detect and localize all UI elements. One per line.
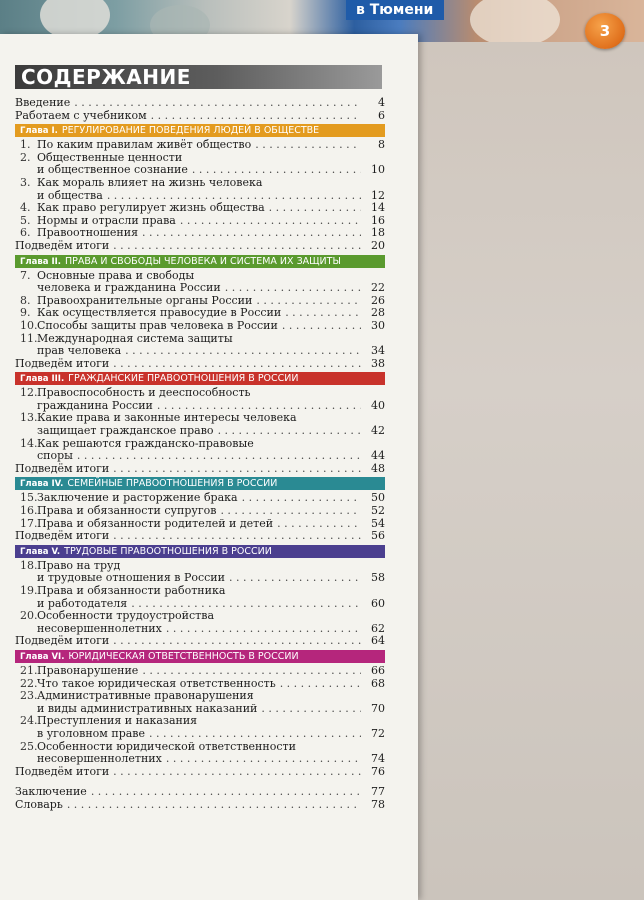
chapter-header	[15, 650, 385, 663]
toc-entry	[15, 202, 385, 215]
toc-leader-dots	[220, 505, 361, 518]
toc-entry-page: 60	[371, 596, 385, 610]
toc-entry-title: защищает гражданское право	[37, 424, 214, 438]
toc-entry-number: 18.	[20, 558, 38, 572]
toc-leader-dots	[282, 320, 361, 333]
toc-entry-page: 64	[371, 634, 385, 648]
chapter-header	[15, 477, 385, 490]
toc-entry-number: 16.	[20, 504, 38, 518]
toc-leader-dots	[113, 635, 361, 648]
toc-entry-title: Преступления и наказания	[37, 714, 198, 728]
toc-entry-page: 26	[371, 293, 385, 307]
photo-detail	[470, 0, 560, 42]
toc-leader-dots	[255, 139, 361, 152]
toc-leader-dots	[113, 240, 361, 253]
toc-entry-title: Как право регулирует жизнь общества	[37, 201, 265, 215]
toc-leader-dots	[113, 766, 361, 779]
table-of-contents	[15, 97, 385, 812]
toc-entry-number: 6.	[20, 226, 31, 240]
page-background	[418, 42, 644, 900]
toc-entry-title: Международная система защиты	[37, 331, 233, 345]
toc-leader-dots	[91, 786, 361, 799]
toc-entry-page: 58	[371, 571, 385, 585]
toc-entry-page: 70	[371, 701, 385, 715]
toc-entry-title: По каким правилам живёт общество	[37, 138, 252, 152]
toc-entry-page: 8	[378, 138, 385, 152]
chapter-label: Глава VI.	[20, 651, 65, 662]
toc-entry-page: 30	[371, 318, 385, 332]
toc-entry-title: прав человека	[37, 344, 122, 358]
toc-entry-title: споры	[37, 449, 73, 463]
toc-entry-page: 56	[371, 529, 385, 543]
toc-entry-title: человека и гражданина России	[37, 281, 221, 295]
chapter-title: СЕМЕЙНЫЕ ПРАВООТНОШЕНИЯ В РОССИИ	[67, 478, 278, 490]
toc-entry-number: 9.	[20, 306, 31, 320]
chapter-label: Глава IV.	[20, 479, 64, 490]
chapter-header	[15, 124, 385, 137]
toc-entry-title: Право на труд	[37, 558, 121, 572]
toc-entry-number: 3.	[20, 175, 31, 189]
page-title	[15, 65, 382, 89]
toc-entry	[15, 728, 385, 741]
toc-entry	[15, 463, 385, 476]
chapter-title: ПРАВА И СВОБОДЫ ЧЕЛОВЕКА И СИСТЕМА ИХ ЗАЩИТЫ	[65, 255, 341, 267]
toc-leader-dots	[277, 518, 361, 531]
toc-entry	[15, 240, 385, 253]
toc-leader-dots	[67, 799, 361, 812]
toc-entry-number: 24.	[20, 714, 38, 728]
toc-entry-title: Как осуществляется правосудие в России	[37, 306, 282, 320]
toc-entry-page: 40	[371, 398, 385, 412]
toc-entry	[15, 610, 385, 623]
toc-entry-page: 34	[371, 344, 385, 358]
toc-entry	[15, 450, 385, 463]
toc-leader-dots	[242, 492, 361, 505]
toc-entry	[15, 585, 385, 598]
toc-leader-dots	[149, 728, 361, 741]
toc-entry-page: 22	[371, 281, 385, 295]
toc-entry-title: Особенности юридической ответственности	[37, 739, 296, 753]
toc-entry	[15, 766, 385, 779]
toc-leader-dots	[166, 753, 361, 766]
toc-entry	[15, 177, 385, 190]
chapter-header	[15, 255, 385, 268]
toc-entry-page: 72	[371, 726, 385, 740]
toc-entry-title: Заключение и расторжение брака	[37, 491, 238, 505]
toc-entry-title: Общественные ценности	[37, 150, 183, 164]
toc-entry-page: 38	[371, 356, 385, 370]
toc-entry-title: Правоохранительные органы России	[37, 293, 253, 307]
toc-entry-title: Права и обязанности работника	[37, 584, 226, 597]
toc-entry-page: 77	[371, 785, 385, 799]
toc-entry	[15, 690, 385, 703]
toc-entry-title: Правоспособность и дееспособность	[37, 386, 251, 400]
toc-entry	[15, 97, 385, 110]
toc-entry-title: несовершеннолетних	[37, 752, 162, 766]
toc-entry-number: 5.	[20, 213, 31, 227]
chapter-label: Глава V.	[20, 546, 61, 557]
toc-entry-page: 28	[371, 306, 385, 320]
toc-entry-number: 7.	[20, 268, 31, 282]
toc-entry-number: 21.	[20, 663, 38, 677]
toc-entry-page: 4	[378, 96, 385, 109]
toc-entry-title: и работодателя	[37, 596, 128, 610]
toc-entry-page: 54	[371, 516, 385, 530]
chapter-title: ТРУДОВЫЕ ПРАВООТНОШЕНИЯ В РОССИИ	[64, 545, 272, 557]
page-number-badge: 3	[585, 13, 625, 49]
toc-entry	[15, 282, 385, 295]
toc-entry-page: 74	[371, 752, 385, 766]
toc-entry-title: Основные права и свободы	[37, 268, 195, 282]
toc-entry-title: Подведём итоги	[15, 634, 110, 648]
toc-entry-title: Способы защиты прав человека в России	[37, 318, 278, 332]
toc-entry-number: 25.	[20, 739, 38, 753]
toc-entry-title: Подведём итоги	[15, 461, 110, 475]
toc-entry	[15, 799, 385, 812]
toc-leader-dots	[113, 463, 361, 476]
toc-entry	[15, 665, 385, 678]
toc-entry-title: Административные правонарушения	[37, 689, 254, 703]
toc-entry-page: 66	[371, 663, 385, 677]
toc-entry-number: 10.	[20, 318, 38, 332]
toc-entry-title: Подведём итоги	[15, 238, 110, 252]
toc-entry-title: Подведём итоги	[15, 356, 110, 370]
toc-entry-title: Особенности трудоустройства	[37, 609, 214, 623]
toc-entry-number: 17.	[20, 516, 38, 530]
page-title-text: СОДЕРЖАНИЕ	[21, 65, 191, 89]
toc-entry-page: 76	[371, 764, 385, 778]
toc-entry-title: Заключение	[15, 785, 87, 799]
toc-leader-dots	[225, 282, 361, 295]
chapter-label: Глава II.	[20, 256, 62, 267]
toc-entry-title: Нормы и отрасли права	[37, 213, 176, 227]
toc-entry	[15, 505, 385, 518]
toc-entry-title: Введение	[15, 96, 71, 109]
toc-entry-title: Права и обязанности супругов	[37, 504, 217, 518]
toc-entry-page: 10	[371, 163, 385, 177]
toc-entry-number: 12.	[20, 386, 38, 400]
toc-entry-title: в уголовном праве	[37, 726, 145, 740]
toc-entry	[15, 753, 385, 766]
toc-entry-page: 68	[371, 676, 385, 690]
toc-leader-dots	[166, 623, 361, 636]
chapter-title: ЮРИДИЧЕСКАЯ ОТВЕТСТВЕННОСТЬ В РОССИИ	[68, 650, 299, 662]
toc-entry	[15, 387, 385, 400]
toc-entry-title: Подведём итоги	[15, 764, 110, 778]
toc-entry-page: 48	[371, 461, 385, 475]
chapter-header	[15, 372, 385, 385]
toc-entry-number: 13.	[20, 411, 38, 425]
toc-leader-dots	[142, 665, 361, 678]
toc-entry	[15, 110, 385, 123]
toc-leader-dots	[77, 450, 361, 463]
toc-entry-title: Подведём итоги	[15, 529, 110, 543]
toc-entry-title: Какие права и законные интересы человека	[37, 411, 297, 425]
toc-entry-title: Правонарушение	[37, 663, 139, 677]
toc-entry	[15, 139, 385, 152]
toc-leader-dots	[125, 345, 361, 358]
toc-leader-dots	[218, 425, 361, 438]
toc-entry-number: 1.	[20, 138, 31, 152]
toc-entry-title: Что такое юридическая ответственность	[37, 676, 276, 690]
toc-entry	[15, 320, 385, 333]
toc-entry-page: 78	[371, 797, 385, 811]
toc-entry-number: 15.	[20, 491, 38, 505]
toc-leader-dots	[113, 358, 361, 371]
toc-entry-title: несовершеннолетних	[37, 621, 162, 635]
chapter-header	[15, 545, 385, 558]
toc-entry	[15, 358, 385, 371]
toc-entry-title: Как мораль влияет на жизнь человека	[37, 175, 263, 189]
toc-entry	[15, 425, 385, 438]
toc-leader-dots	[269, 202, 361, 215]
toc-leader-dots	[74, 97, 361, 110]
toc-entry-page: 52	[371, 504, 385, 518]
toc-entry-number: 19.	[20, 584, 38, 597]
toc-entry-page: 12	[371, 188, 385, 202]
toc-leader-dots	[142, 227, 361, 240]
toc-leader-dots	[280, 678, 361, 691]
toc-entry-page: 50	[371, 491, 385, 505]
toc-entry-title: Права и обязанности родителей и детей	[37, 516, 274, 530]
toc-entry-number: 4.	[20, 201, 31, 215]
toc-entry-number: 11.	[20, 331, 38, 345]
toc-entry-page: 20	[371, 238, 385, 252]
contents-sheet	[0, 34, 418, 900]
toc-entry-number: 2.	[20, 150, 31, 164]
toc-entry-number: 22.	[20, 676, 38, 690]
toc-entry-page: 18	[371, 226, 385, 240]
toc-leader-dots	[113, 530, 361, 543]
toc-entry-page: 42	[371, 424, 385, 438]
toc-leader-dots	[151, 110, 361, 123]
toc-entry-title: гражданина России	[37, 398, 153, 412]
photo-sign: в Тюмени	[346, 0, 444, 20]
toc-entry-number: 20.	[20, 609, 38, 623]
toc-entry	[15, 530, 385, 543]
toc-entry-page: 6	[378, 108, 385, 122]
toc-entry-page: 44	[371, 449, 385, 463]
toc-entry	[15, 345, 385, 358]
toc-entry-title: Правоотношения	[37, 226, 139, 240]
toc-leader-dots	[180, 215, 361, 228]
toc-entry-number: 23.	[20, 689, 38, 703]
toc-entry-page: 62	[371, 621, 385, 635]
toc-entry	[15, 635, 385, 648]
toc-entry	[15, 786, 385, 799]
toc-entry-title: Словарь	[15, 797, 63, 811]
toc-entry-number: 14.	[20, 436, 38, 450]
toc-entry-page: 14	[371, 201, 385, 215]
toc-leader-dots	[229, 572, 361, 585]
toc-leader-dots	[261, 703, 361, 716]
toc-entry-title: и виды административных наказаний	[37, 701, 258, 715]
chapter-label: Глава III.	[20, 374, 65, 385]
toc-entry-title: и общественное сознание	[37, 163, 188, 177]
chapter-title: РЕГУЛИРОВАНИЕ ПОВЕДЕНИЯ ЛЮДЕЙ В ОБЩЕСТВЕ	[61, 125, 320, 137]
chapter-label: Глава I.	[20, 126, 58, 137]
chapter-title: ГРАЖДАНСКИЕ ПРАВООТНОШЕНИЯ В РОССИИ	[68, 373, 299, 385]
toc-entry-title: и общества	[37, 188, 103, 202]
toc-leader-dots	[285, 307, 361, 320]
toc-entry-title: Работаем с учебником	[15, 108, 147, 122]
toc-entry-number: 8.	[20, 293, 31, 307]
toc-entry-title: и трудовые отношения в России	[37, 571, 225, 585]
toc-entry-page: 16	[371, 213, 385, 227]
toc-entry-title: Как решаются гражданско-правовые	[37, 436, 254, 450]
